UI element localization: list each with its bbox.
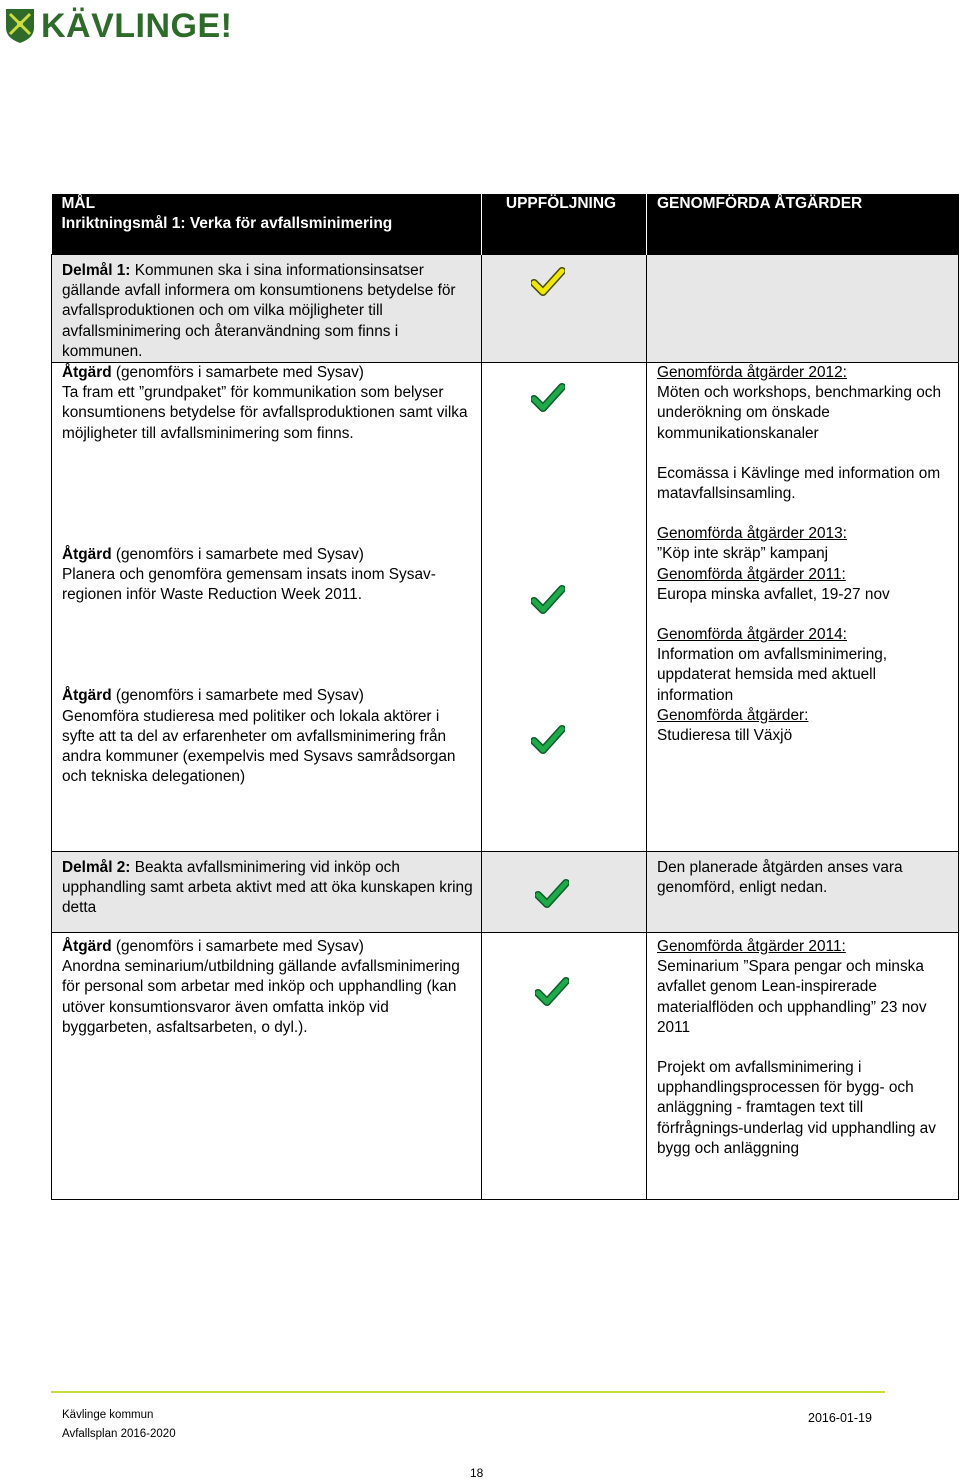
header-goal [52, 194, 482, 255]
check-icon-green [535, 977, 569, 1007]
act-2014-text: Information om avfallsminimering, uppdaterat hemsida med aktuell information [657, 646, 888, 704]
act-2012-text: Möten och workshops, benchmarking och underökning om önskade kommunikationskanaler [657, 384, 942, 442]
act-2013-head: Genomförda åtgärder 2013: [657, 525, 847, 543]
atgard3-paren: (genomförs i samarbete med Sysav) [111, 687, 364, 705]
act-2011-head: Genomförda åtgärder 2011: [657, 565, 846, 583]
table-row-atgarder [52, 363, 959, 852]
table-row-delmal2 [52, 852, 959, 933]
logo-wordmark: KÄVLINGE! [41, 7, 233, 45]
delmal1-label: Delmål 1: [62, 262, 131, 279]
delmal1-text: Kommunen ska i sina informationsinsatser gällande avfall informera om konsumtionens betydelse för avfallsproduktionen och om vilka möjligheter till avfallsminimering och återanvändning som finns i kommunen. [62, 262, 456, 360]
check-icon-green [531, 383, 565, 413]
delmal2-atgard-label: Åtgärd [62, 938, 112, 956]
footer-org: Kävlinge kommun [62, 1409, 154, 1421]
check-icon-green [535, 879, 569, 909]
atgard1 [62, 363, 475, 444]
footer-divider [51, 1391, 885, 1393]
atgard1-text: Ta fram ett ”grundpaket” för kommunikation som belyser konsumtionens betydelse för avfallsproduktionen samt vilka möjligheter till avfallsminimering som finns. [62, 384, 468, 442]
atgard2-paren: (genomförs i samarbete med Sysav) [111, 545, 364, 563]
act-2012-head: Genomförda åtgärder 2012: [657, 364, 847, 382]
footer-doc: Avfallsplan 2016-2020 [62, 1428, 176, 1440]
atgard2-label: Åtgärd [62, 545, 112, 563]
atgard1-label: Åtgärd [62, 364, 112, 382]
atgarder-col3 [647, 363, 959, 852]
atgard2-text: Planera och genomföra gemensam insats inom Sysav-regionen inför Waste Reduction Week 2011. [62, 566, 436, 604]
delmal1-followup [482, 255, 647, 363]
act-study-text: Studieresa till Växjö [657, 727, 793, 745]
shield-crest-icon [5, 8, 35, 44]
act-2011-text: Europa minska avfallet, 19-27 nov [657, 585, 890, 603]
table-header [52, 194, 959, 255]
delmal2-text: Beakta avfallsminimering vid inköp och upphandling samt arbeta aktivt med att öka kunskapen kring detta [62, 859, 473, 917]
delmal2-label: Delmål 2: [62, 859, 131, 877]
delmal2-atgard-col2 [482, 933, 647, 1200]
delmal2-followup [482, 852, 647, 933]
delmal2-actions: Den planerade åtgärden anses vara genomförd, enligt nedan. [647, 852, 959, 933]
check-icon-yellow [531, 267, 565, 297]
act-2014-head: Genomförda åtgärder 2014: [657, 626, 847, 644]
atgard3-label: Åtgärd [62, 687, 112, 705]
delmal1-goal [52, 255, 482, 363]
act-2013-text: ”Köp inte skräp” kampanj [657, 545, 829, 563]
delmal2-atgard-text: Anordna seminarium/utbildning gällande avfallsminimering för personal som arbetar med inköp och upphandling (kan utöver konsumtionsvaror även omfatta inköp vid byggarbeten, asfaltsarbeten, o dyl.). [62, 958, 460, 1036]
table-row-delmal1 [52, 255, 959, 363]
atgarder-col1 [52, 363, 482, 852]
delmal2-goal [52, 852, 482, 933]
check-icon-green [531, 585, 565, 615]
footer-date: 2016-01-19 [808, 1411, 872, 1425]
atgarder-col2 [482, 363, 647, 852]
header-followup: UPPFÖLJNING [482, 194, 647, 255]
d2-act-2011-text: Seminarium ”Spara pengar och minska avfallet genom Lean-inspirerade materialflöden och upphandling” 23 nov 2011 [657, 958, 927, 1036]
goals-table [51, 194, 959, 1200]
d2-act-project-text: Projekt om avfallsminimering i upphandlingsprocessen för bygg- och anläggning - framtagen text till förfrågnings-underlag vid upphandling av bygg och anläggning [657, 1059, 936, 1157]
act-ecomassa-text: Ecomässa i Kävlinge med information om matavfallsinsamling. [657, 464, 941, 503]
header-goal-sub: Inriktningsmål 1: Verka för avfallsminimering [61, 215, 393, 233]
atgard2 [62, 545, 475, 606]
atgard3 [62, 686, 475, 787]
check-icon-green [531, 725, 565, 755]
table-row-delmal2-atgard [52, 933, 959, 1200]
d2-act-2011-head: Genomförda åtgärder 2011: [657, 938, 846, 956]
act-study-head: Genomförda åtgärder: [657, 706, 809, 724]
delmal2-atgard-paren: (genomförs i samarbete med Sysav) [111, 938, 364, 956]
delmal2-atgard-col3 [647, 933, 959, 1200]
delmal1-actions [647, 255, 959, 363]
kavlinge-logo [5, 6, 233, 46]
page-number: 18 [470, 1466, 484, 1480]
header-actions: GENOMFÖRDA ÅTGÄRDER [647, 194, 959, 255]
atgard3-text: Genomföra studieresa med politiker och lokala aktörer i syfte att ta del av erfarenheter om avfallsminimering från andra kommuner (exempelvis med Sysavs samrådsorgan och tekniska delegationen) [62, 707, 456, 786]
delmal2-atgard-col1 [52, 933, 482, 1200]
atgard1-paren: (genomförs i samarbete med Sysav) [111, 364, 364, 382]
header-goal-label: MÅL [61, 195, 96, 212]
